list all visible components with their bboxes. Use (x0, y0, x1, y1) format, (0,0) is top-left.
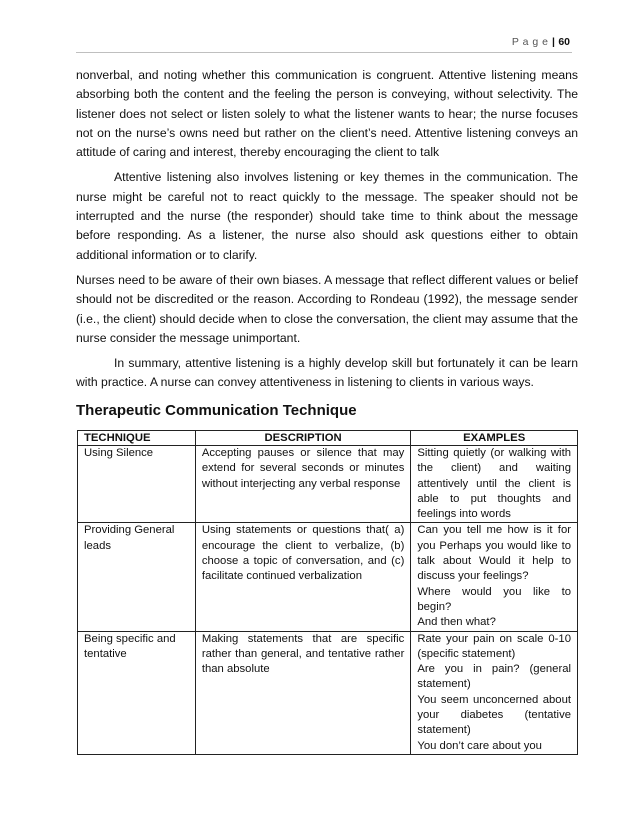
description-cell: Using statements or questions that( a) encourage the client to verbalize, (b) choose a topic of conversation, and (c) facilitate continued verbalization (195, 523, 411, 631)
paragraph: Nurses need to be aware of their own biases. A message that reflect different values or belief should not be discredited or the reason. According to Rondeau (1992), the message sender (i.e., the client) should decide when to close the conversation, the client may assume that the nurse consider the message unimportant. (76, 272, 578, 345)
examples-cell (411, 631, 578, 754)
examples-cell (411, 523, 578, 631)
section-title: Therapeutic Communication Technique (76, 402, 357, 419)
example-line: Where would you like to begin? (417, 585, 571, 613)
example-line: Are you in pain? (general statement) (417, 663, 571, 691)
column-header-technique: TECHNIQUE (78, 431, 196, 446)
example-line: You don’t care about you (417, 739, 542, 752)
description-cell: Making statements that are specific rather than general, and tentative rather than absolute (195, 631, 411, 754)
example-line: You seem unconcerned about your diabetes (tentative statement) (417, 693, 571, 737)
examples-cell (411, 446, 578, 523)
table-row (78, 446, 578, 523)
example-line: Rate your pain on scale 0-10 (specific statement) (417, 632, 571, 660)
paragraph: In summary, attentive listening is a highly develop skill but fortunately it can be learn with practice. A nurse can convey attentiveness in listening to clients in various ways. (76, 356, 578, 390)
header-rule (76, 52, 572, 53)
page-label: P a g e (511, 36, 549, 48)
technique-cell: Using Silence (78, 446, 196, 523)
body-text (76, 66, 578, 399)
example-line: Sitting quietly (or walking with the client) and waiting attentively until the client is able to put thoughts and feelings into words (417, 447, 571, 521)
paragraph: nonverbal, and noting whether this communication is congruent. Attentive listening means absorbing both the content and the feeling the person is conveying, without selectivity. The listener does not select or listen solely to what the listener wants to hear; the nurse focuses not on the nurse’s owns need but rather on the client’s need. Attentive listening conveys an attitude of caring and interest, thereby encouraging the client to talk (76, 68, 578, 160)
page-separator: | (551, 36, 555, 48)
column-header-examples: EXAMPLES (411, 431, 578, 446)
description-cell: Accepting pauses or silence that may extend for several seconds or minutes without interjecting any verbal response (195, 446, 411, 523)
table-row (78, 523, 578, 631)
page-header (512, 36, 570, 48)
page-number: 60 (558, 36, 570, 48)
table-header-row (78, 431, 578, 446)
example-line: And then what? (417, 616, 496, 629)
technique-cell: Providing General leads (78, 523, 196, 631)
technique-cell: Being specific and tentative (78, 631, 196, 754)
techniques-table (77, 430, 578, 755)
example-line: Can you tell me how is it for you Perhaps you would like to talk about Would it help to discuss your feelings? (417, 524, 571, 583)
paragraph: Attentive listening also involves listening or key themes in the communication. The nurse might be careful not to react quickly to the message. The speaker should not be interrupted and the nurse (the responder) should take time to think about the message before responding. As a listener, the nurse also should ask questions either to obtain additional information or to clarify. (76, 170, 578, 262)
column-header-description: DESCRIPTION (195, 431, 411, 446)
table-row (78, 631, 578, 754)
